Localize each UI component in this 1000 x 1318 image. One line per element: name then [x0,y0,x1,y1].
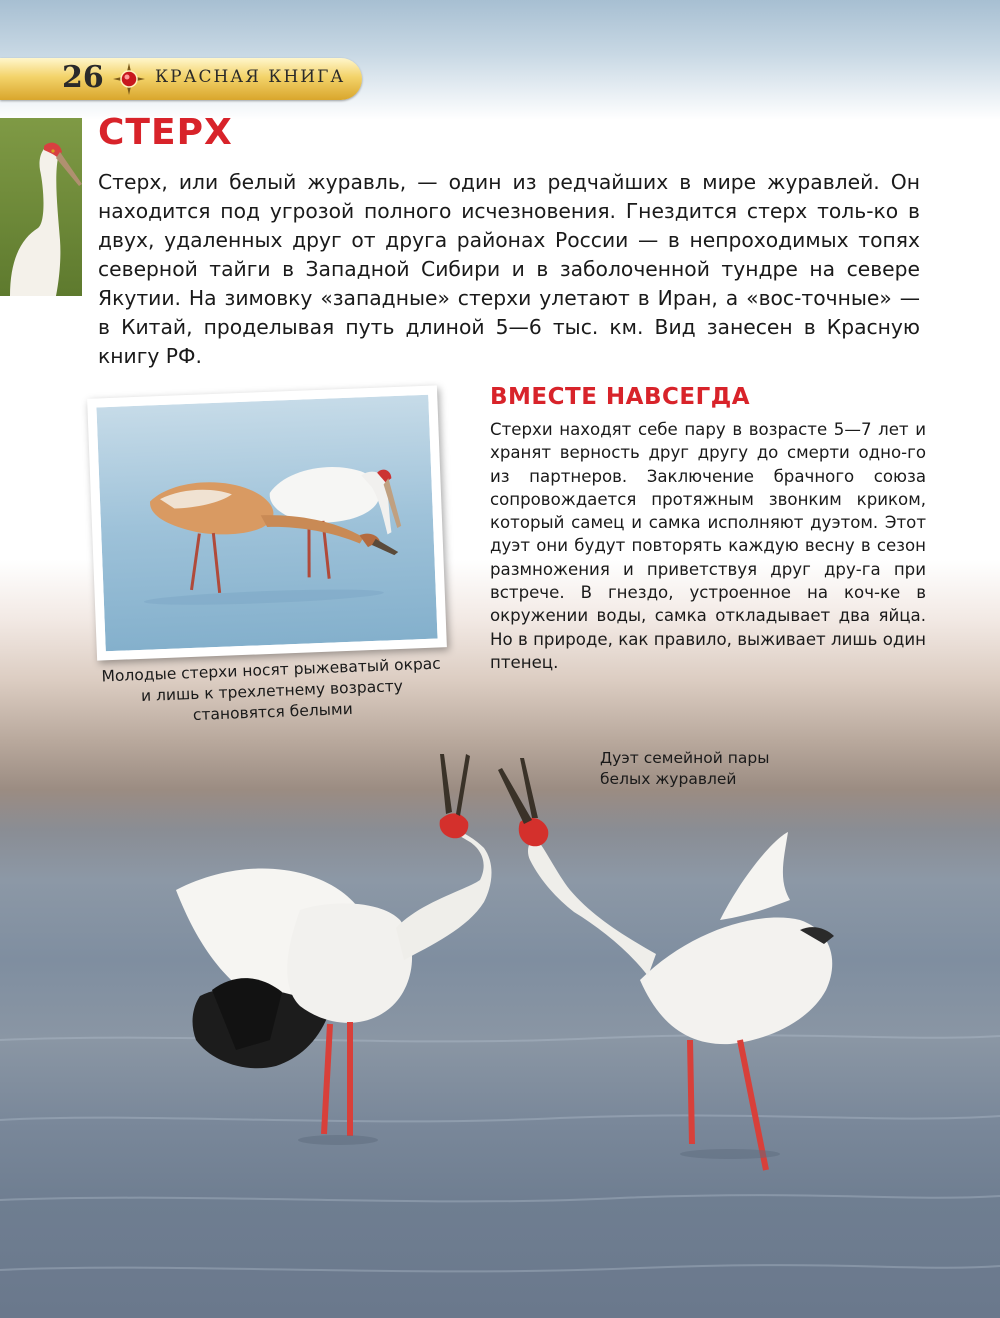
thumbnail-crane-photo [0,118,82,296]
caption-duet: Дуэт семейной пары белых журавлей [600,749,770,788]
subsection-title: ВМЕСТЕ НАВСЕГДА [490,384,751,410]
intro-paragraph: Стерх, или белый журавль, — один из редчайших в мире журавлей. Он находится под угрозой полного исчезновения. Гнездится стерх толь-ко в двух, удаленных друг от друга районах России — в непроходимых топях северной тайги в Западной Сибири и в заболоченной тундре на севере Якутии. На зимовку «западные» стерхи улетают в Иран, а «вос-точные» — в Китай, проделывая путь длиной 5—6 тыс. км. Вид занесен в Красную книгу РФ. [98,170,920,368]
crane-duet-photo [0,740,1000,1318]
section-label: КРАСНАЯ КНИГА [155,67,346,87]
young-cranes-photo [87,385,447,660]
subsection-paragraph: Стерхи находят себе пару в возрасте 5—7 лет и хранят верность друг другу до смерти одно-го из партнеров. Заключение брачного союза сопровождается протяжным звонким криком, который самец и самка исполняют дуэтом. Этот дуэт они будут повторять каждую весну в сезон размножения и приветствуя друг дру-га при встрече. В гнездо, устроенное на коч-ке в окружении воды, самка откладывает два яйца. Но в природе, как правило, выживает лишь один птенец. [490,420,926,672]
page-number: 26 [62,60,104,95]
article-title: СТЕРХ [98,112,233,153]
compass-icon [112,62,146,96]
caption-young-cranes: Молодые стерхи носят рыжеватый окрас и лишь к трехлетнему возрасту становятся белыми [101,654,442,725]
